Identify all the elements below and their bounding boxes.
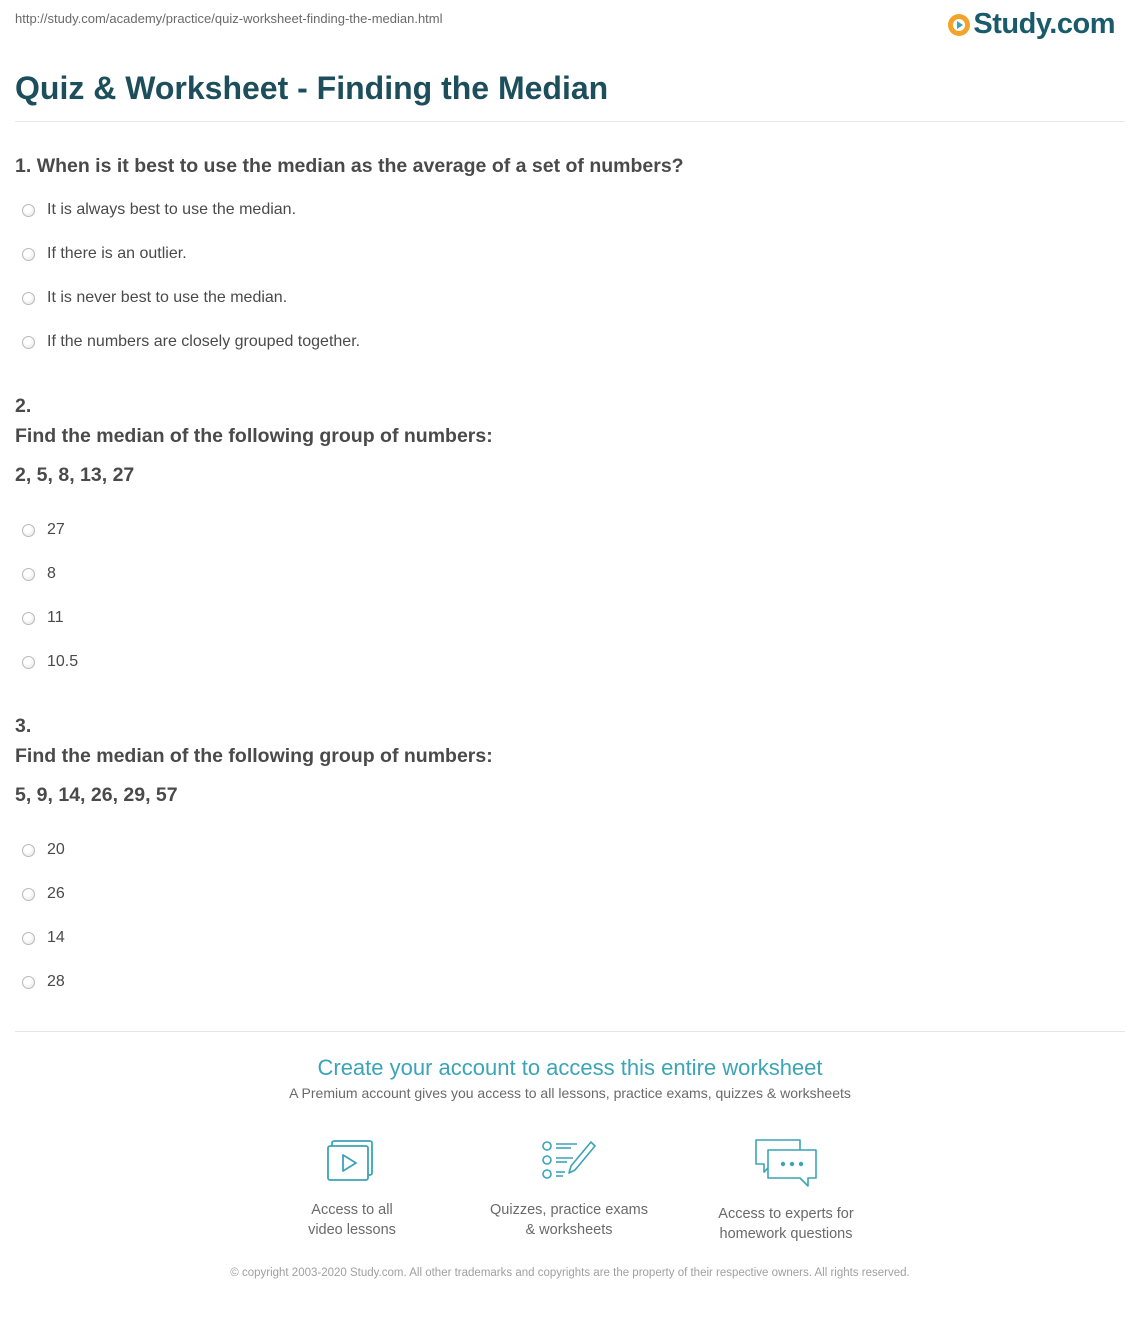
radio-button[interactable] (22, 292, 35, 305)
feature-label: Access to experts for homework questions (718, 1206, 854, 1242)
radio-button[interactable] (22, 336, 35, 349)
feature-experts (686, 1138, 886, 1244)
question-1-option[interactable]: It is always best to use the median. (22, 201, 296, 219)
radio-button[interactable] (22, 612, 35, 625)
radio-button[interactable] (22, 524, 35, 537)
question-1-option[interactable]: If there is an outlier. (22, 245, 187, 263)
page-title: Quiz & Worksheet - Finding the Median (15, 70, 609, 106)
feature-quizzes (469, 1138, 669, 1240)
study-logo-icon (948, 14, 970, 36)
question-1-text: 1. When is it best to use the median as the average of a set of numbers? (15, 155, 684, 177)
question-2-prompt: Find the median of the following group of numbers: (15, 425, 493, 447)
question-1-option[interactable]: It is never best to use the median. (22, 289, 287, 307)
quiz-checklist-icon (541, 1138, 597, 1184)
question-2-option[interactable]: 27 (22, 521, 65, 539)
question-2-option[interactable]: 8 (22, 565, 56, 583)
page-url: http://study.com/academy/practice/quiz-worksheet-finding-the-median.html (15, 11, 443, 26)
question-2-option[interactable]: 10.5 (22, 653, 78, 671)
chat-bubbles-icon (754, 1138, 818, 1188)
question-3-option[interactable]: 14 (22, 929, 65, 947)
cta-divider (15, 1031, 1125, 1032)
radio-button[interactable] (22, 204, 35, 217)
radio-button[interactable] (22, 888, 35, 901)
feature-label: Quizzes, practice exams & worksheets (490, 1202, 648, 1238)
question-2-numbers: 2, 5, 8, 13, 27 (15, 464, 135, 486)
video-lessons-icon (326, 1138, 378, 1184)
question-3-option[interactable]: 26 (22, 885, 65, 903)
radio-button[interactable] (22, 976, 35, 989)
feature-label: Access to all video lessons (308, 1202, 396, 1238)
question-2-option[interactable]: 11 (22, 609, 64, 627)
question-3-number: 3. (15, 715, 32, 737)
radio-button[interactable] (22, 844, 35, 857)
copyright-text: © copyright 2003-2020 Study.com. All other trademarks and copyrights are the property of their respective owners. All rights reserved. (230, 1267, 910, 1279)
question-3-numbers: 5, 9, 14, 26, 29, 57 (15, 784, 178, 806)
question-3-option[interactable]: 20 (22, 841, 65, 859)
logo-text: Study.com (973, 8, 1115, 40)
radio-button[interactable] (22, 656, 35, 669)
cta-subtitle: A Premium account gives you access to all lessons, practice exams, quizzes & worksheets (289, 1085, 851, 1101)
question-3-option[interactable]: 28 (22, 973, 65, 991)
create-account-link[interactable]: Create your account to access this entire worksheet (317, 1055, 823, 1080)
radio-button[interactable] (22, 932, 35, 945)
radio-button[interactable] (22, 568, 35, 581)
study-logo[interactable] (948, 8, 1115, 41)
radio-button[interactable] (22, 248, 35, 261)
feature-video-lessons (252, 1138, 452, 1240)
title-divider (15, 121, 1125, 122)
question-1-option[interactable]: If the numbers are closely grouped together. (22, 333, 360, 351)
question-3-prompt: Find the median of the following group of numbers: (15, 745, 493, 767)
question-2-number: 2. (15, 395, 32, 417)
